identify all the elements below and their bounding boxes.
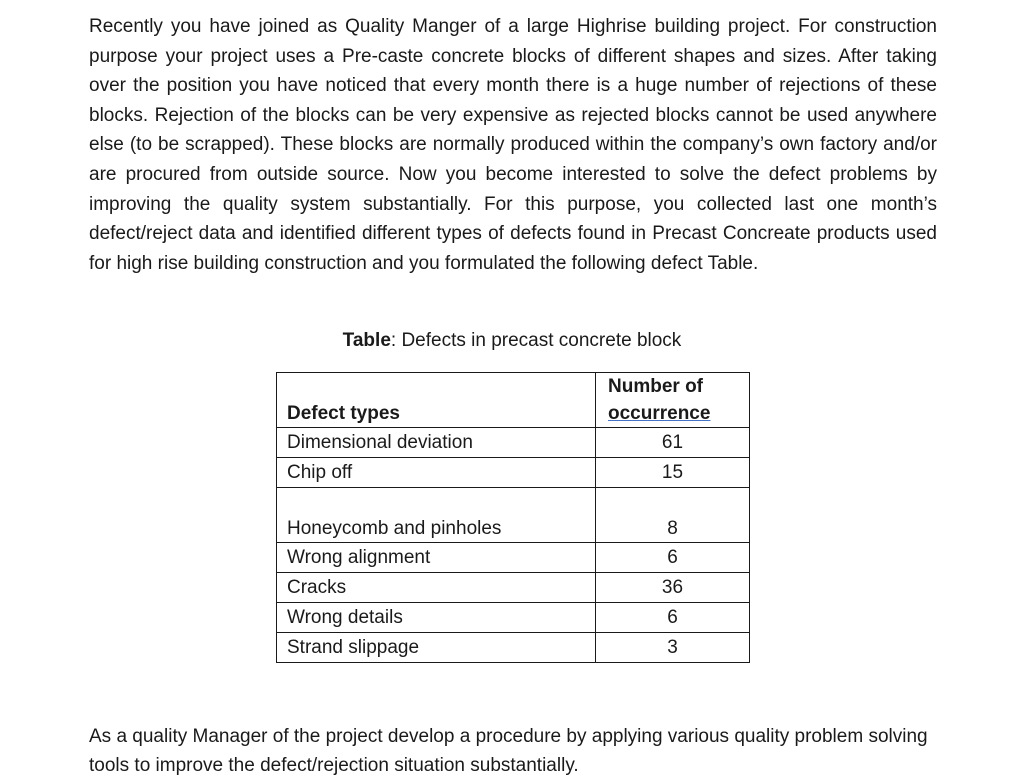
occurrence-cell: 8 (596, 488, 750, 543)
table-row (277, 543, 750, 573)
header-occurrence-line1: Number of (608, 376, 703, 397)
occurrence-cell: 6 (596, 603, 750, 633)
occurrence-cell: 36 (596, 573, 750, 603)
table-row (277, 488, 750, 543)
occurrence-cell: 6 (596, 543, 750, 573)
defect-type-cell: Wrong alignment (277, 543, 596, 573)
table-row (277, 458, 750, 488)
defects-table (276, 372, 750, 663)
occurrence-cell: 61 (596, 428, 750, 458)
defect-type-cell: Dimensional deviation (277, 428, 596, 458)
occurrence-cell: 15 (596, 458, 750, 488)
defect-type-cell: Honeycomb and pinholes (277, 488, 596, 543)
table-row (277, 603, 750, 633)
defect-type-cell: Cracks (277, 573, 596, 603)
defect-type-cell: Chip off (277, 458, 596, 488)
table-row (277, 573, 750, 603)
defect-type-cell: Wrong details (277, 603, 596, 633)
header-defect-types: Defect types (277, 373, 596, 428)
intro-paragraph: Recently you have joined as Quality Manger of a large Highrise building project. For construction purpose your project uses a Pre-caste concrete blocks of different shapes and sizes. After taking over the position you have noticed that every month there is a huge number of rejections of these blocks. Rejection of the blocks can be very expensive as rejected blocks cannot be used anywhere else (to be scrapped). These blocks are normally produced within the company’s own factory and/or are procured from outside source. Now you become interested to solve the defect problems by improving the quality system substantially. For this purpose, you collected last one month’s defect/reject data and identified different types of defects found in Precast Concreate products used for high rise building construction and you formulated the following defect Table. (89, 16, 937, 274)
table-caption-text: : Defects in precast concrete block (390, 330, 682, 351)
table-row (277, 428, 750, 458)
defect-type-cell: Strand slippage (277, 633, 596, 663)
header-occurrence-line2: occurrence (608, 403, 711, 424)
table-caption-label: Table (342, 330, 391, 351)
header-number-of-occurrence (596, 373, 750, 428)
outro-paragraph: As a quality Manager of the project develop a procedure by applying various quality problem solving tools to improve the defect/rejection situation substantially. (89, 726, 928, 776)
table-row (277, 633, 750, 663)
table-caption (0, 327, 1024, 355)
table-header-row (277, 373, 750, 428)
occurrence-cell: 3 (596, 633, 750, 663)
